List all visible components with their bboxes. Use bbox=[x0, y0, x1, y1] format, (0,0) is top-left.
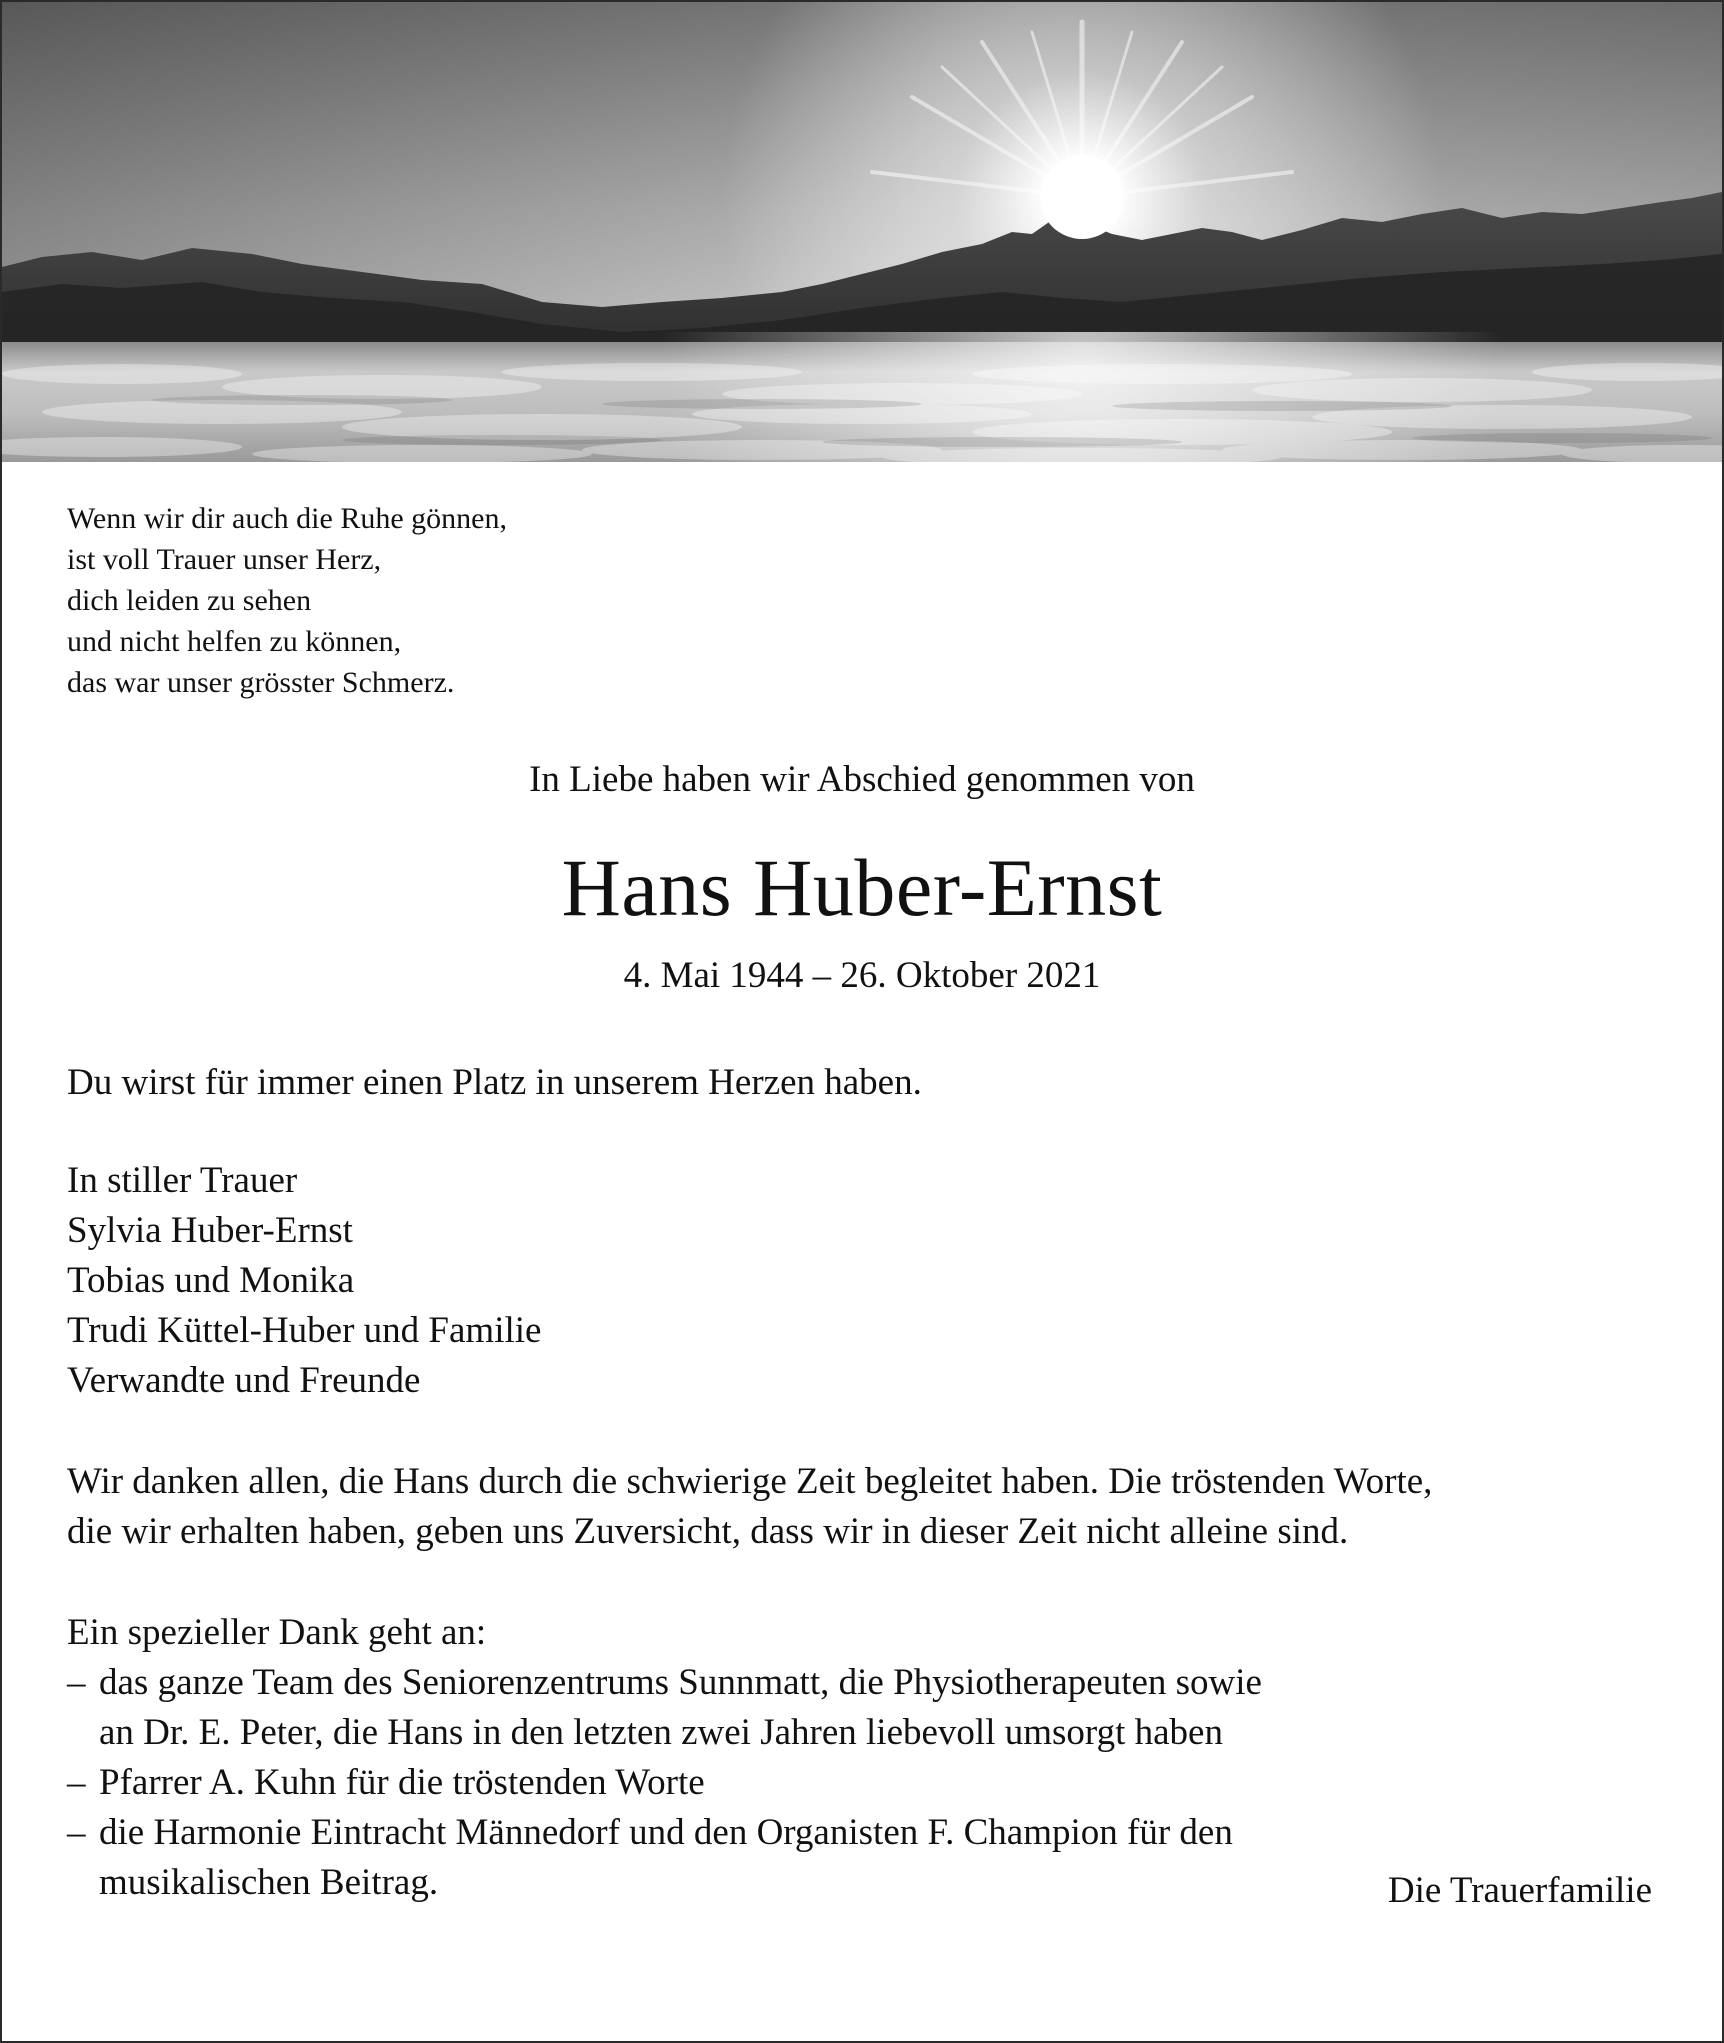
special-thanks-item bbox=[67, 1758, 1262, 1808]
poem-line: und nicht helfen zu können, bbox=[67, 625, 402, 658]
life-dates: 4. Mai 1944 – 26. Oktober 2021 bbox=[623, 955, 1101, 996]
memorial-poem bbox=[67, 498, 507, 703]
deceased-name: Hans Huber-Ernst bbox=[561, 842, 1163, 933]
poem-line: das war unser grösster Schmerz. bbox=[67, 666, 455, 699]
sunrise-mountain-photo bbox=[2, 2, 1722, 462]
thanks-paragraph bbox=[67, 1457, 1432, 1557]
intro-line: In Liebe haben wir Abschied genommen von bbox=[529, 759, 1195, 800]
mourners-block bbox=[67, 1156, 541, 1406]
poem-line: ist voll Trauer unser Herz, bbox=[67, 543, 382, 576]
mourner-name: Tobias und Monika bbox=[67, 1260, 355, 1301]
item-line: an Dr. E. Peter, die Hans in den letzten zwei Jahren liebevoll umsorgt haben bbox=[99, 1712, 1223, 1753]
mourners-heading: In stiller Trauer bbox=[67, 1160, 298, 1201]
thanks-line: Wir danken allen, die Hans durch die schwierige Zeit begleitet haben. Die tröstenden Worte, bbox=[67, 1461, 1433, 1502]
mourner-name: Sylvia Huber-Ernst bbox=[67, 1210, 353, 1251]
signature: Die Trauerfamilie bbox=[1387, 1870, 1652, 1911]
dash-marker: – bbox=[67, 1662, 86, 1703]
thanks-line: die wir erhalten haben, geben uns Zuversicht, dass wir in dieser Zeit nicht alleine sind. bbox=[67, 1511, 1349, 1552]
poem-line: Wenn wir dir auch die Ruhe gönnen, bbox=[67, 502, 507, 535]
special-thanks-heading: Ein spezieller Dank geht an: bbox=[67, 1612, 487, 1653]
item-line: die Harmonie Eintracht Männedorf und den Organisten F. Champion für den bbox=[99, 1812, 1233, 1853]
item-line: musikalischen Beitrag. bbox=[99, 1862, 439, 1903]
farewell-sentence: Du wirst für immer einen Platz in unserem Herzen haben. bbox=[67, 1062, 922, 1103]
mourner-name: Trudi Küttel-Huber und Familie bbox=[67, 1310, 542, 1351]
poem-line: dich leiden zu sehen bbox=[67, 584, 312, 617]
special-thanks-item bbox=[67, 1658, 1262, 1758]
item-line: Pfarrer A. Kuhn für die tröstenden Worte bbox=[99, 1762, 705, 1803]
special-thanks-item bbox=[67, 1808, 1262, 1908]
item-line: das ganze Team des Seniorenzentrums Sunnmatt, die Physiotherapeuten sowie bbox=[99, 1662, 1262, 1703]
special-thanks-block bbox=[67, 1608, 1262, 1908]
mourner-name: Verwandte und Freunde bbox=[67, 1360, 421, 1401]
dash-marker: – bbox=[67, 1812, 86, 1853]
dash-marker: – bbox=[67, 1762, 86, 1803]
